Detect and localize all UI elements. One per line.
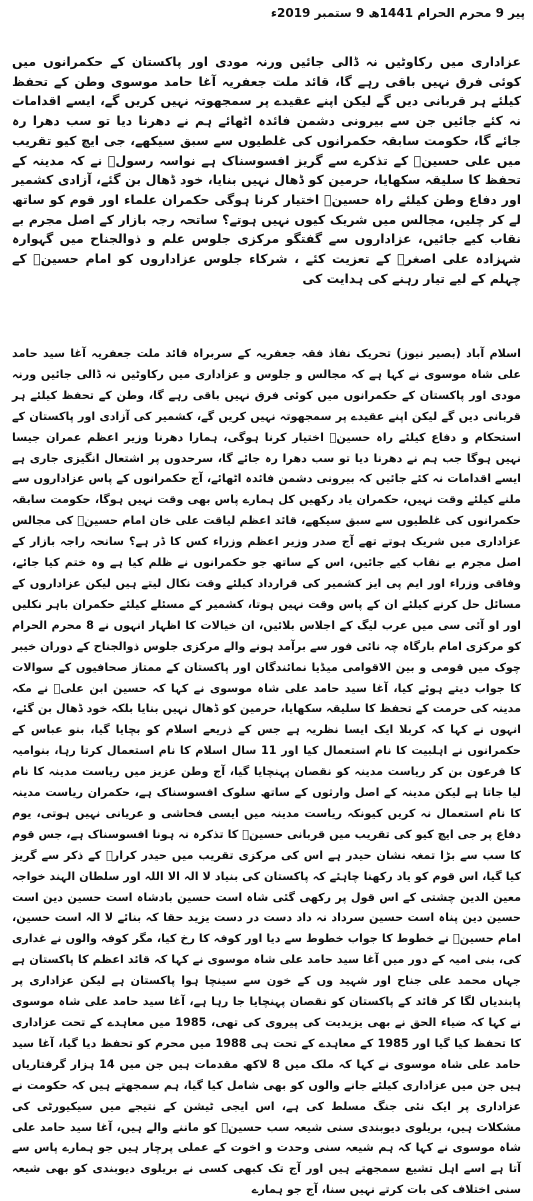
article-source: (بصیر نیوز) — [391, 347, 461, 360]
headline-block: عزاداری میں رکاوٹیں نہ ڈالی جائیں ورنہ مودی اور پاکستان کے حکمرانوں میں کوئی فرق نہیں باقی رہے گا، قائد ملت جعفریہ آغا حامد موسوی وطن کے تحفظ کیلئے ہر قربانی دیں گے لیکن اپنے عقیدے پر سمجھوتہ نہیں کریں گے، ایسے اقدامات نہ کئے جائیں جن سے بیرونی دشمن فائدہ اٹھائے ہم نے دھرنا دیا تو سب دھرا رہ جائے گا، حکومت سابقہ حکمرانوں کی غلطیوں سے سبق سیکھے، جی ایچ کیو تقریب میں علی حسینؑ کے تذکرے سے گریز افسوسناک ہے نواسہ رسولؐ نے کہ مدینہ کے تحفظ کا سلیقہ سکھایا، حرمین کو ڈھال نہیں بنایا، خود ڈھال بن گئے، آزادی کشمیر اور دفاع وطن کیلئے راہ حسینؑ اختیار کرنا ہوگی حکمران علماء اور قوم کو ساتھ لے کر چلیں، مجالس میں شریک کیوں نہیں ہوتے؟ ساتحہ رجہ بازار کے اصل مجرم بے نقاب کیے جائیں، عزاداروں سے گفتگو مرکزی جلوس علم و ذوالجناح میں گہوارہ شہزادہ علی اصغرؑ کے تعزیت کئے ، شرکاء جلوس عزاداروں کو امام حسینؑ کے چہلم کے لیے تیار رہنے کی ہدایت کی — [12, 54, 521, 286]
article-text: تحریک نفاذ فقہ جعفریہ کے سربراہ قائد ملت جعفریہ آغا سید حامد علی شاہ موسوی نے کہا ہے کہ مجالس و جلوس و عزاداری میں رکاوٹیں نہ ڈالی جائیں ورنہ مودی اور پاکستان کے حکمرانوں میں کوئی فرق نہیں باقی رہے گا، وطن کے تحفظ کیلئے ہر قربانی دیں گے لیکن اپنے عقیدے پر سمجھوتہ نہیں کریں گے، کشمیر کی آزادی اور پاکستان کے استحکام و دفاع کیلئے راہ حسینؑ اختیار کرنا ہوگی، ہمارا دھرنا وزیر اعظم عمران جیسا نہیں ہوگا جب ہم نے دھرنا دیا تو سب دھرا رہ جائے گا، سرحدوں پر اشتعال انگیزی جاری ہے ایسے اقدامات نہ کئے جائیں کہ بیرونی دشمن فائدہ اٹھائے، آج حکمرانوں کے پاس عزاداروں سے ملنے کیلئے وقت نہیں، حکمران یاد رکھیں کل ہمارے پاس بھی وقت نہیں ہوگا، حکومت سابقہ حکمرانوں کی غلطیوں سے سبق سیکھے، قائد اعظم لیاقت علی خان امام حسینؑ کی مجالس عزاداری میں شریک ہوتے تھے آج صدر وزیر اعظم وزراء کس کا ڈر ہے؟ سانحہ راجہ بازار کے اصل مجرم بے نقاب کیے جائیں، اس کے ساتھ جو حکمرانوں نے ظلم کیا ہے وہ ختم کیا جائے، وفاقی وزراء اور ایم پی ایز کشمیر کی قرارداد کیلئے وقت نکال لیتے ہیں لیکن عزاداروں کے مسائل حل کرنے کیلئے ان کے پاس وقت نہیں ہوتا، کشمیر کے مسئلے کیلئے حکمران باہر نکلیں اور او آئی سی میں عرب لیگ کے اجلاس بلائیں، ان خیالات کا اظہار انہوں نے 8 محرم الحرام کو مرکزی امام بارگاہ چہ نائی فور سے برآمد ہونے والے مرکزی جلوس ذوالجناح کے دوران خیبر چوک میں قومی و بین الاقوامی میڈیا نمائندگان اور پاکستان کے ممتاز صحافیوں کے سوالات کا جواب دیتے ہوئے کیا، آغا سید حامد علی شاہ موسوی نے کہا کہ حسین ابن علیؑ نے مکہ مدینہ کی حرمت کے تحفظ کا سلیقہ سکھایا، حرمین کو ڈھال نہیں بنایا بلکہ خود ڈھال بن گئے، انہوں نے کہا کہ کربلا ایک ایسا نظریہ ہے جس کے ذریعے اسلام کو بچایا گیا، بنو عباس کے حکمرانوں نے اہلبیت کا نام استعمال کیا اور 11 سال اسلام کا نام استعمال کرتا رہا، بنوامیہ کا فرعون بن کر ریاست مدینہ کو نقصان پہنچایا گیا، آج وطن عزیز میں ریاست مدینہ کا نام لیا جاتا ہے لیکن مدینہ کے اصل وارثوں کے ساتھ سلوک افسوسناک ہے، حکمران ریاست مدینہ کا نام استعمال نہ کریں کیونکہ ریاست مدینہ میں ایسی فحاشی و عریانی نہیں ہوتی، یوم دفاع پر جی ایچ کیو کی تقریب میں قربانی حسینؑ کا تذکرہ نہ ہونا افسوسناک ہے، جس قوم کا سب سے بڑا تمغہ نشان حیدر ہے اس کی مرکزی تقریب میں حیدر کرارؑ کے ذکر سے گریز کیا گیا، اس قوم کو یاد رکھنا چاہئے کہ پاکستان کی بنیاد لا الہ الا اللہ اور سلطان الہند خواجہ معین الدین چشتی کے اس قول پر رکھی گئی شاہ است حسین بادشاہ است حسین دین است حسین دین پناہ است حسین سرداد نہ داد دست در دست یزید حقا کہ بنائے لا الہ است حسین، امام حسینؑ نے خطوط کا جواب خطوط سے دیا اور کوفہ کا رخ کیا، مگر کوفہ والوں نے غداری کی، بنی امیہ کے دور میں آغا سید حامد علی شاہ موسوی نے کہا کہ قائد اعظم کا پاکستان ہے جہاں محمد علی جناح اور شہید وں کے خون سے سینچا ہوا پاکستان ہے لیکن عزاداری پر پابندیاں لگا کر قائد کے پاکستان کو نقصان پہنچایا جا رہا ہے، آغا سید حامد علی شاہ موسوی نے کہا کہ ضیاء الحق نے بھی یزیدیت کی پیروی کی تھی، 1985 میں معاہدے کے تحت عزاداری کا تحفظ کیا گیا اور 1985 کے معاہدے کے تحت ہی 1988 میں محرم کو تحفظ دیا گیا، آغا سید حامد علی شاہ موسوی نے کہا کہ ملک میں 8 لاکھ مقدمات ہیں جن میں 14 ہزار گرفتاریاں ہیں جن میں عزاداری کیلئے جانے والوں کو بھی شامل کیا گیا، ہم سمجھتے ہیں کہ حکومت نے عزاداری پر ایک نئی جنگ مسلط کی ہے، اس ایجی ٹیشن کے نتیجے میں سیکیورٹی کی مشکلات ہیں، بریلوی دیوبندی سنی شیعہ سب حسینؑ کو ماننے والے ہیں، آغا سید حامد علی شاہ موسوی نے کہا کہ ہم شیعہ سنی وحدت و اخوت کے عملی پرچار ہیں جو ہمارے پاس سے آتا ہے اسے اہل تشیع سمجھتے ہیں اور آج تک کبھی کسی نے بریلوی دیوبندی کو بھی شیعہ سنی اختلاف کی بات کرتے نہیں سنا، آج جو ہمارے — [12, 347, 522, 1197]
issue-dateline: پیر 9 محرم الحرام 1441ھ 9 ستمبر 2019ء — [270, 6, 525, 20]
article-dateline: اسلام آباد — [460, 347, 521, 360]
article-body — [12, 344, 521, 1201]
